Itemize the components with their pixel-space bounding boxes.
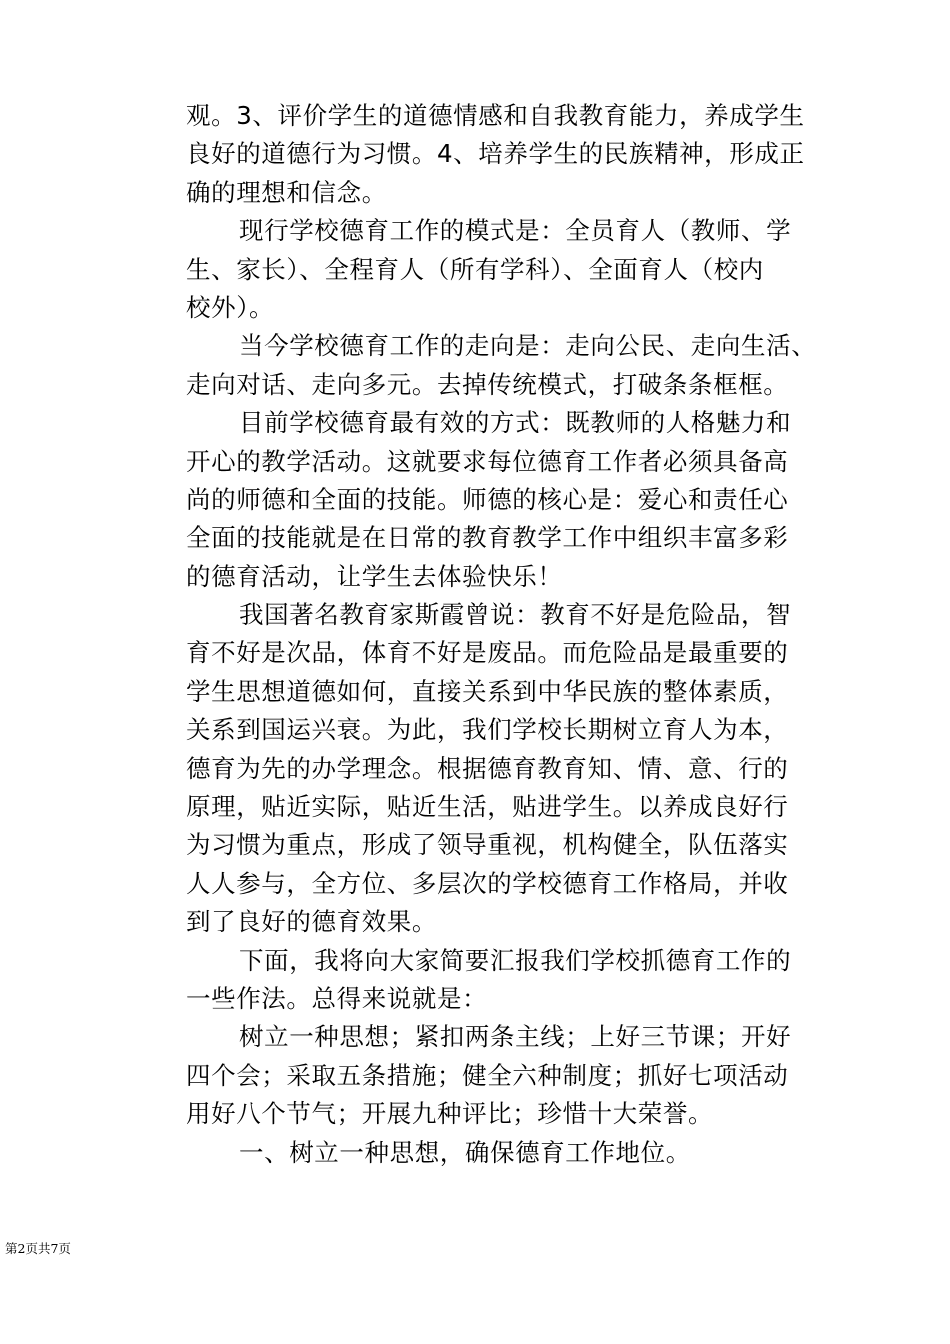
text-line: 良好的道德行为习惯。4、培养学生的民族精神，形成正 (186, 139, 805, 169)
paragraph-4 (186, 404, 834, 596)
text-line: 生、家长）、全程育人（所有学科）、全面育人（校内 (186, 254, 764, 284)
section-heading (186, 1134, 834, 1172)
text-line: 下面，我将向大家简要汇报我们学校抓德育工作的 (239, 945, 792, 975)
text-line: 开心的教学活动。这就要求每位德育工作者必须具备高 (186, 446, 789, 476)
text-line: 确的理想和信念。 (186, 177, 387, 207)
text-line: 一些作法。总得来说就是： (186, 983, 488, 1013)
page-number-footer: 第2页共7页 (5, 1241, 71, 1256)
text-line: 当今学校德育工作的走向是：走向公民、走向生活、 (239, 331, 817, 361)
text-line: 走向对话、走向多元。去掉传统模式，打破条条框框。 (186, 369, 789, 399)
paragraph-2 (186, 212, 834, 327)
text-line: 现行学校德育工作的模式是：全员育人（教师、学 (239, 216, 792, 246)
document-body (186, 97, 834, 1172)
text-line: 的德育活动，让学生去体验快乐！ (186, 561, 563, 591)
text-line: 目前学校德育最有效的方式：既教师的人格魅力和 (239, 408, 792, 438)
text-line: 学生思想道德如何，直接关系到中华民族的整体素质， (186, 676, 789, 706)
paragraph-7 (186, 1018, 834, 1133)
text-line: 我国著名教育家斯霞曾说：教育不好是危险品，智 (239, 600, 792, 630)
paragraph-3 (186, 327, 834, 404)
text-line: 为习惯为重点，形成了领导重视，机构健全，队伍落实 (186, 830, 789, 860)
text-line: 观。3、评价学生的道德情感和自我教育能力，养成学生 (186, 101, 805, 130)
text-line: 德育为先的办学理念。根据德育教育知、情、意、行的 (186, 753, 789, 783)
text-line: 用好八个节气；开展九种评比；珍惜十大荣誉。 (186, 1099, 714, 1129)
text-line: 树立一种思想；紧扣两条主线；上好三节课；开好 (239, 1022, 792, 1052)
text-line: 全面的技能就是在日常的教育教学工作中组织丰富多彩 (186, 523, 789, 553)
text-line: 四个会；采取五条措施；健全六种制度；抓好七项活动 (186, 1060, 789, 1090)
text-line: 校外）。 (186, 292, 275, 322)
text-line: 原理，贴近实际，贴近生活，贴进学生。以养成良好行 (186, 792, 789, 822)
text-line: 尚的师德和全面的技能。师德的核心是：爱心和责任心 (186, 484, 789, 514)
paragraph-6 (186, 942, 834, 1019)
text-line: 育不好是次品，体育不好是废品。而危险品是最重要的 (186, 638, 789, 668)
paragraph-1 (186, 97, 834, 212)
text-line: 一、树立一种思想，确保德育工作地位。 (239, 1137, 691, 1167)
paragraph-5 (186, 596, 834, 942)
text-line: 到了良好的德育效果。 (186, 907, 437, 937)
text-line: 人人参与，全方位、多层次的学校德育工作格局，并收 (186, 868, 789, 898)
text-line: 关系到国运兴衰。为此，我们学校长期树立育人为本， (186, 715, 789, 745)
